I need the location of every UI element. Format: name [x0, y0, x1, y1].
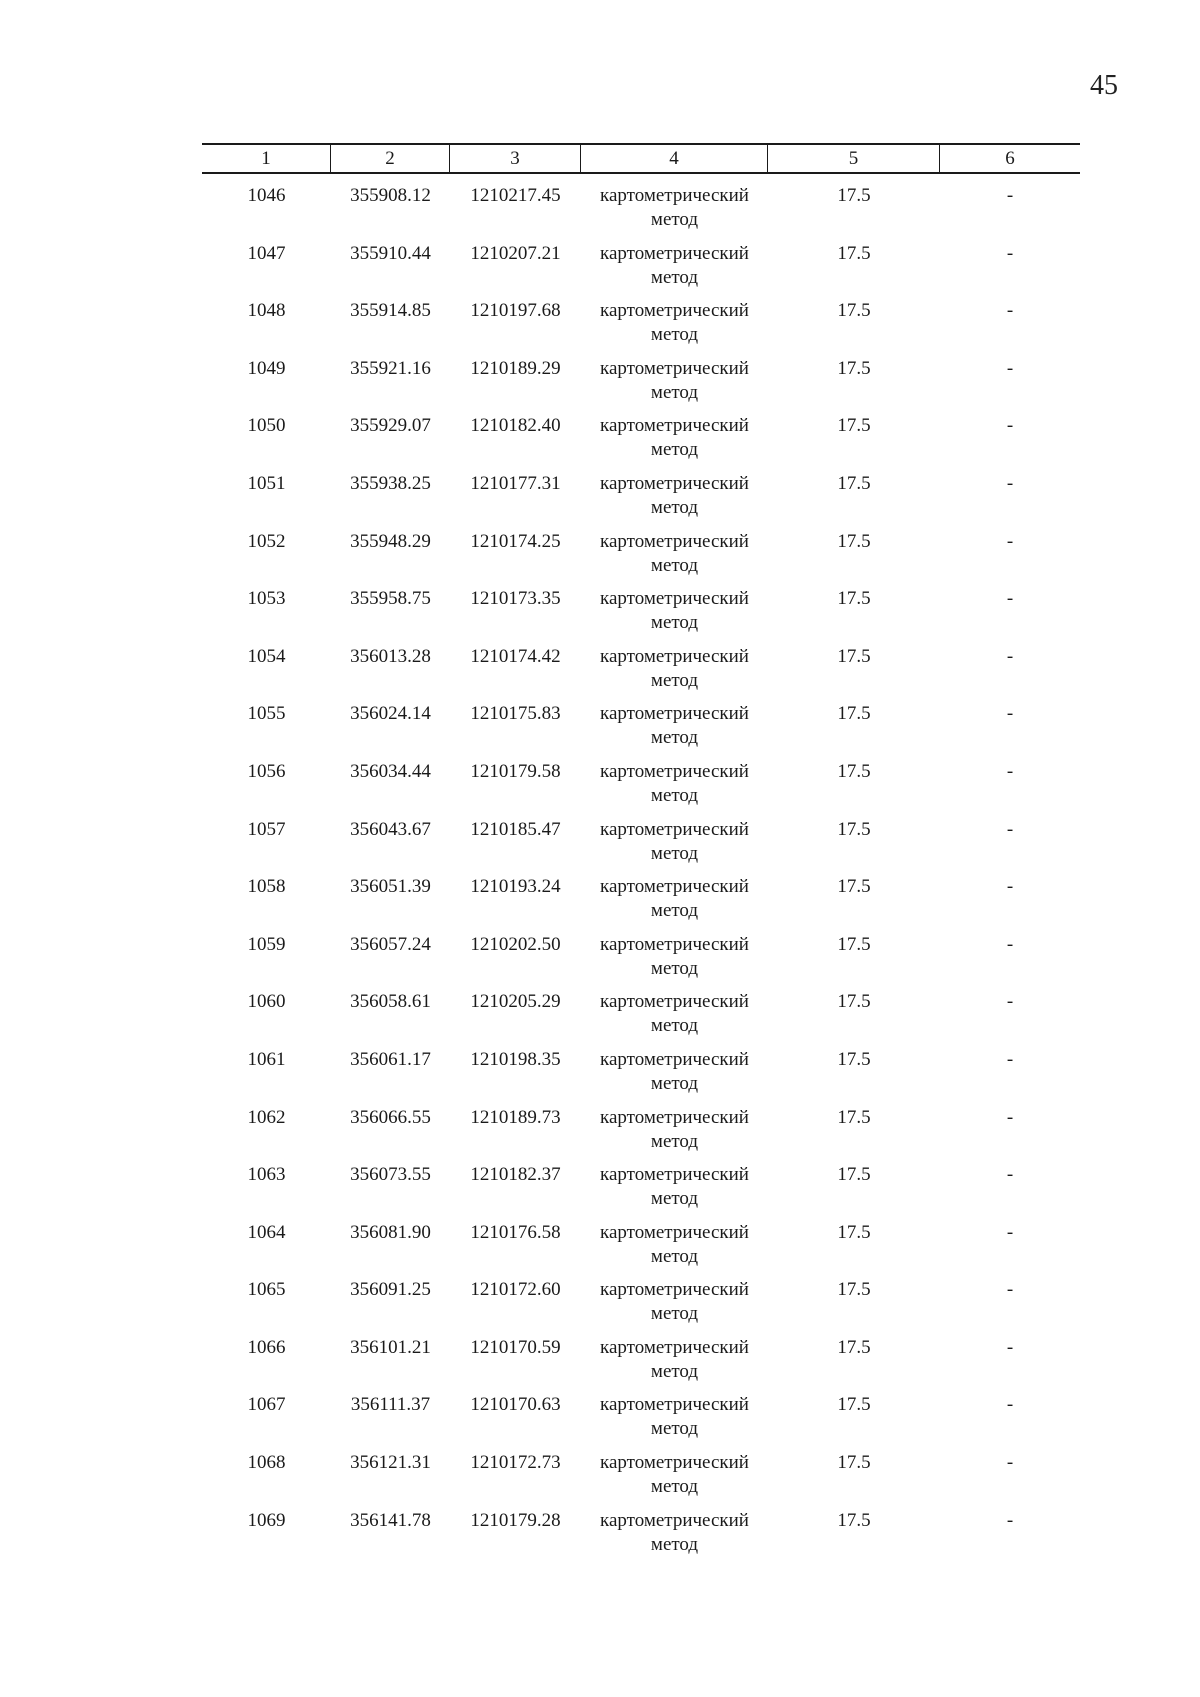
note-cell: - [1006, 300, 1014, 322]
x-coordinate-cell: 356061.17 [350, 1048, 431, 1070]
method-line-1: картометрический [600, 818, 749, 840]
note-cell: - [1006, 472, 1014, 494]
y-coordinate-cell: 1210182.40 [470, 415, 561, 437]
method-cell [581, 702, 768, 760]
note-cell: - [1006, 1106, 1014, 1128]
accuracy-cell: 17.5 [837, 530, 871, 552]
x-coordinate-cell: 355908.12 [350, 185, 431, 206]
x-coordinate-cell: 356013.28 [350, 645, 431, 667]
method-line-2: метод [650, 381, 699, 403]
x-coordinate-cell: 356073.55 [350, 1164, 431, 1186]
point-number-cell: 1063 [247, 1164, 286, 1186]
x-coordinate-cell: 356058.61 [350, 991, 431, 1013]
method-cell [581, 1509, 768, 1567]
page-number: 45 [1090, 70, 1118, 101]
method-line-1: картометрический [600, 242, 749, 264]
x-coordinate-cell: 356111.37 [350, 1394, 431, 1416]
note-cell: - [1006, 1452, 1014, 1474]
table-row [202, 1451, 1080, 1509]
method-line-1: картометрический [600, 300, 749, 322]
x-coordinate-cell: 355914.85 [350, 300, 431, 322]
method-cell [581, 1451, 768, 1509]
point-number-cell: 1064 [247, 1221, 286, 1243]
method-line-1: картометрический [600, 933, 749, 955]
point-number-cell: 1050 [247, 415, 286, 437]
method-line-1: картометрический [600, 1279, 749, 1301]
method-cell [581, 1393, 768, 1451]
note-cell: - [1006, 876, 1014, 898]
method-line-2: метод [650, 554, 699, 576]
method-cell [581, 184, 768, 242]
y-coordinate-cell: 1210172.73 [470, 1452, 561, 1474]
method-cell [581, 875, 768, 933]
method-line-2: метод [650, 324, 699, 346]
accuracy-cell: 17.5 [837, 933, 871, 955]
method-cell [581, 990, 768, 1048]
table-row [202, 587, 1080, 645]
accuracy-cell: 17.5 [837, 645, 871, 667]
method-line-2: метод [650, 612, 699, 634]
y-coordinate-cell: 1210173.35 [470, 588, 561, 610]
y-coordinate-cell: 1210217.45 [470, 185, 561, 206]
table-row [202, 1336, 1080, 1394]
y-coordinate-cell: 1210174.25 [470, 530, 561, 552]
note-cell: - [1006, 357, 1014, 379]
method-cell [581, 645, 768, 703]
y-coordinate-cell: 1210179.28 [470, 1509, 561, 1531]
method-line-2: метод [650, 496, 699, 518]
accuracy-cell: 17.5 [837, 703, 871, 725]
x-coordinate-cell: 356043.67 [350, 818, 431, 840]
point-number-cell: 1062 [247, 1106, 286, 1128]
note-cell: - [1006, 1221, 1014, 1243]
method-line-1: картометрический [600, 1394, 749, 1416]
method-line-2: метод [650, 209, 699, 230]
method-line-2: метод [650, 1476, 699, 1498]
table-row [202, 760, 1080, 818]
method-line-2: метод [650, 1303, 699, 1325]
method-line-1: картометрический [600, 991, 749, 1013]
x-coordinate-cell: 355948.29 [350, 530, 431, 552]
y-coordinate-cell: 1210207.21 [470, 242, 561, 264]
x-coordinate-cell: 356057.24 [350, 933, 431, 955]
point-number-cell: 1047 [247, 242, 286, 264]
point-number-cell: 1056 [247, 760, 286, 782]
point-number-cell: 1066 [247, 1336, 286, 1358]
accuracy-cell: 17.5 [837, 242, 871, 264]
method-line-1: картометрический [600, 703, 749, 725]
accuracy-cell: 17.5 [837, 760, 871, 782]
x-coordinate-cell: 356121.31 [350, 1452, 431, 1474]
method-line-2: метод [650, 1533, 699, 1555]
method-line-1: картометрический [600, 588, 749, 610]
accuracy-cell: 17.5 [837, 472, 871, 494]
method-line-2: метод [650, 1245, 699, 1267]
note-cell: - [1006, 530, 1014, 552]
method-line-2: метод [650, 1418, 699, 1440]
method-line-2: метод [650, 1360, 699, 1382]
point-number-cell: 1055 [247, 703, 286, 725]
y-coordinate-cell: 1210182.37 [470, 1164, 561, 1186]
method-line-1: картометрический [600, 185, 749, 206]
table-row [202, 933, 1080, 991]
note-cell: - [1006, 1048, 1014, 1070]
y-coordinate-cell: 1210176.58 [470, 1221, 561, 1243]
table-row [202, 1221, 1080, 1279]
note-cell: - [1006, 415, 1014, 437]
method-line-1: картометрический [600, 1336, 749, 1358]
method-line-1: картометрический [600, 1048, 749, 1070]
method-line-1: картометрический [600, 1106, 749, 1128]
method-line-2: метод [650, 1072, 699, 1094]
note-cell: - [1006, 1279, 1014, 1301]
accuracy-cell: 17.5 [837, 1279, 871, 1301]
accuracy-cell: 17.5 [837, 876, 871, 898]
method-line-2: метод [650, 1188, 699, 1210]
note-cell: - [1006, 645, 1014, 667]
point-number-cell: 1061 [247, 1048, 286, 1070]
method-cell [581, 1106, 768, 1164]
accuracy-cell: 17.5 [837, 1106, 871, 1128]
accuracy-cell: 17.5 [837, 1221, 871, 1243]
method-line-2: метод [650, 900, 699, 922]
method-cell [581, 357, 768, 415]
table-row [202, 1163, 1080, 1221]
table-row [202, 1048, 1080, 1106]
x-coordinate-cell: 356141.78 [350, 1509, 431, 1531]
point-number-cell: 1051 [247, 472, 286, 494]
point-number-cell: 1058 [247, 876, 286, 898]
note-cell: - [1006, 818, 1014, 840]
y-coordinate-cell: 1210205.29 [470, 991, 561, 1013]
x-coordinate-cell: 355921.16 [350, 357, 431, 379]
method-cell [581, 242, 768, 300]
table-row [202, 414, 1080, 472]
y-coordinate-cell: 1210202.50 [470, 933, 561, 955]
point-number-cell: 1052 [247, 530, 286, 552]
note-cell: - [1006, 933, 1014, 955]
method-line-2: метод [650, 727, 699, 749]
y-coordinate-cell: 1210174.42 [470, 645, 561, 667]
column-header-6: 6 [1005, 148, 1015, 169]
table-row [202, 242, 1080, 300]
point-number-cell: 1065 [247, 1279, 286, 1301]
table-row [202, 875, 1080, 933]
method-line-1: картометрический [600, 530, 749, 552]
table-row [202, 1106, 1080, 1164]
method-line-2: метод [650, 842, 699, 864]
table-row [202, 530, 1080, 588]
method-line-2: метод [650, 266, 699, 288]
accuracy-cell: 17.5 [837, 588, 871, 610]
method-line-2: метод [650, 439, 699, 461]
x-coordinate-cell: 356091.25 [350, 1279, 431, 1301]
method-cell [581, 1048, 768, 1106]
table-row [202, 299, 1080, 357]
x-coordinate-cell: 356024.14 [350, 703, 431, 725]
accuracy-cell: 17.5 [837, 1509, 871, 1531]
column-header-1: 1 [202, 145, 331, 172]
y-coordinate-cell: 1210170.59 [470, 1336, 561, 1358]
point-number-cell: 1046 [247, 185, 286, 206]
y-coordinate-cell: 1210185.47 [470, 818, 561, 840]
note-cell: - [1006, 1336, 1014, 1358]
method-line-2: метод [650, 784, 699, 806]
accuracy-cell: 17.5 [837, 415, 871, 437]
note-cell: - [1006, 242, 1014, 264]
method-line-2: метод [650, 669, 699, 691]
x-coordinate-cell: 355929.07 [350, 415, 431, 437]
table-row [202, 645, 1080, 703]
table-row [202, 990, 1080, 1048]
x-coordinate-cell: 355938.25 [350, 472, 431, 494]
note-cell: - [1006, 1394, 1014, 1416]
point-number-cell: 1054 [247, 645, 286, 667]
table-row [202, 1278, 1080, 1336]
accuracy-cell: 17.5 [837, 991, 871, 1013]
y-coordinate-cell: 1210197.68 [470, 300, 561, 322]
point-number-cell: 1057 [247, 818, 286, 840]
method-line-1: картометрический [600, 645, 749, 667]
point-number-cell: 1048 [247, 300, 286, 322]
x-coordinate-cell: 356101.21 [350, 1336, 431, 1358]
coordinates-table [202, 143, 1080, 1555]
note-cell: - [1006, 1509, 1014, 1531]
point-number-cell: 1049 [247, 357, 286, 379]
method-line-1: картометрический [600, 1164, 749, 1186]
point-number-cell: 1069 [247, 1509, 286, 1531]
y-coordinate-cell: 1210189.73 [470, 1106, 561, 1128]
method-cell [581, 818, 768, 876]
method-line-1: картометрический [600, 1452, 749, 1474]
method-line-1: картометрический [600, 472, 749, 494]
method-cell [581, 587, 768, 645]
column-header-4: 4 [581, 145, 768, 172]
method-cell [581, 1163, 768, 1221]
accuracy-cell: 17.5 [837, 1452, 871, 1474]
method-line-1: картометрический [600, 415, 749, 437]
table-row [202, 702, 1080, 760]
method-cell [581, 1336, 768, 1394]
y-coordinate-cell: 1210175.83 [470, 703, 561, 725]
method-line-1: картометрический [600, 357, 749, 379]
y-coordinate-cell: 1210198.35 [470, 1048, 561, 1070]
y-coordinate-cell: 1210189.29 [470, 357, 561, 379]
accuracy-cell: 17.5 [837, 1164, 871, 1186]
method-cell [581, 472, 768, 530]
table-row [202, 1393, 1080, 1451]
y-coordinate-cell: 1210172.60 [470, 1279, 561, 1301]
table-row [202, 357, 1080, 415]
accuracy-cell: 17.5 [837, 818, 871, 840]
point-number-cell: 1060 [247, 991, 286, 1013]
y-coordinate-cell: 1210170.63 [470, 1394, 561, 1416]
x-coordinate-cell: 356081.90 [350, 1221, 431, 1243]
accuracy-cell: 17.5 [837, 300, 871, 322]
point-number-cell: 1067 [247, 1394, 286, 1416]
method-line-2: метод [650, 1130, 699, 1152]
method-line-1: картометрический [600, 876, 749, 898]
method-cell [581, 299, 768, 357]
accuracy-cell: 17.5 [837, 1336, 871, 1358]
column-header-3: 3 [450, 145, 581, 172]
method-cell [581, 933, 768, 991]
method-cell [581, 1221, 768, 1279]
column-header-5: 5 [768, 145, 940, 172]
method-cell [581, 414, 768, 472]
note-cell: - [1006, 185, 1014, 206]
note-cell: - [1006, 703, 1014, 725]
note-cell: - [1006, 991, 1014, 1013]
y-coordinate-cell: 1210193.24 [470, 876, 561, 898]
x-coordinate-cell: 356034.44 [350, 760, 431, 782]
accuracy-cell: 17.5 [837, 185, 871, 206]
note-cell: - [1006, 1164, 1014, 1186]
point-number-cell: 1059 [247, 933, 286, 955]
column-header-2: 2 [331, 145, 450, 172]
table-row [202, 1509, 1080, 1567]
method-line-1: картометрический [600, 1509, 749, 1531]
table-row [202, 472, 1080, 530]
method-line-1: картометрический [600, 760, 749, 782]
method-cell [581, 1278, 768, 1336]
x-coordinate-cell: 356066.55 [350, 1106, 431, 1128]
table-body [202, 184, 1080, 1566]
note-cell: - [1006, 760, 1014, 782]
note-cell: - [1006, 588, 1014, 610]
point-number-cell: 1068 [247, 1452, 286, 1474]
method-cell [581, 530, 768, 588]
table-header-row [202, 143, 1080, 174]
table-row [202, 184, 1080, 242]
method-line-2: метод [650, 957, 699, 979]
method-cell [581, 760, 768, 818]
accuracy-cell: 17.5 [837, 357, 871, 379]
accuracy-cell: 17.5 [837, 1394, 871, 1416]
table-row [202, 818, 1080, 876]
method-line-1: картометрический [600, 1221, 749, 1243]
y-coordinate-cell: 1210177.31 [470, 472, 561, 494]
method-line-2: метод [650, 1015, 699, 1037]
x-coordinate-cell: 356051.39 [350, 876, 431, 898]
y-coordinate-cell: 1210179.58 [470, 760, 561, 782]
x-coordinate-cell: 355958.75 [350, 588, 431, 610]
point-number-cell: 1053 [247, 588, 286, 610]
accuracy-cell: 17.5 [837, 1048, 871, 1070]
x-coordinate-cell: 355910.44 [350, 242, 431, 264]
